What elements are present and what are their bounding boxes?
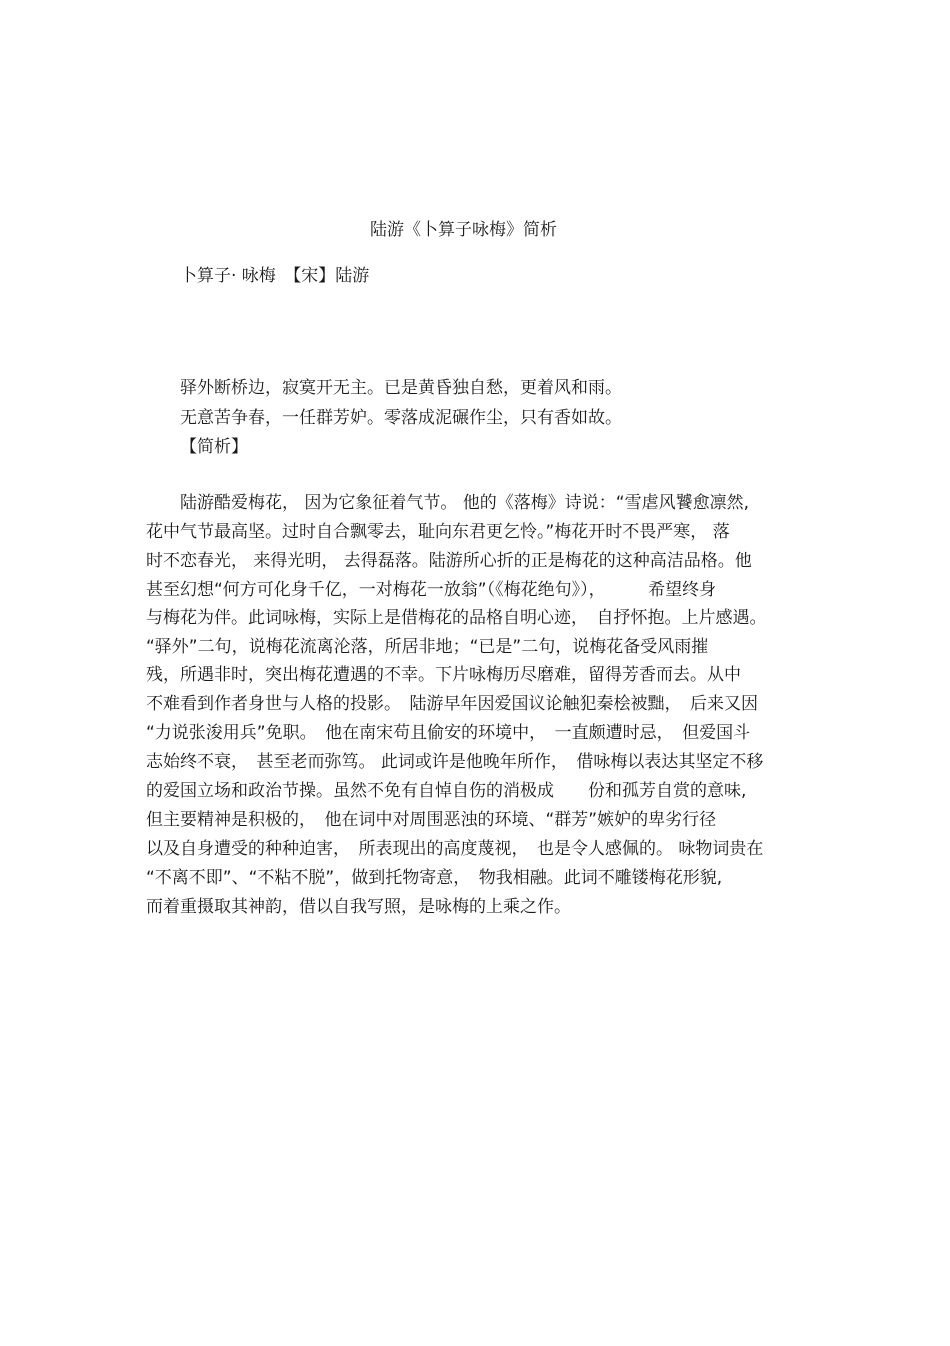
poem-subtitle: 卜算子· 咏梅 【宋】陆游 [180, 266, 370, 286]
analysis-heading: 【简析】 [180, 437, 248, 457]
analysis-line: 而着重摄取其神韵，借以自我写照，是咏梅的上乘之作。 [146, 897, 571, 917]
analysis-line: “不离不即”、“不粘不脱”，做到托物寄意， 物我相融。此词不雕镂梅花形貌, [146, 868, 723, 888]
analysis-line: “驿外”二句，说梅花流离沦落，所居非地；“已是”二句，说梅花备受风雨摧 [146, 637, 709, 657]
poem-line: 无意苦争春，一任群芳妒。零落成泥碾作尘，只有香如故。 [180, 408, 622, 428]
analysis-line: 时不恋春光， 来得光明， 去得磊落。陆游所心折的正是梅花的这种高洁品格。他 [146, 551, 752, 571]
analysis-line: 与梅花为伴。此词咏梅，实际上是借梅花的品格自明心迹， 自抒怀抱。上片感遇。 [146, 608, 767, 628]
analysis-line: 陆游酷爱梅花， 因为它象征着气节。 他的《落梅》诗说：“雪虐风饕愈凛然, [146, 493, 750, 513]
page-title: 陆游《卜算子咏梅》简析 [370, 220, 557, 240]
analysis-line: 的爱国立场和政治节操。虽然不免有自悼自伤的消极成 份和孤芳自赏的意味, [146, 781, 747, 801]
analysis-line: “力说张浚用兵”免职。 他在南宋苟且偷安的环境中， 一直颇遭时忌， 但爱国斗 [146, 723, 751, 743]
poem-line: 驿外断桥边，寂寞开无主。已是黄昏独自愁，更着风和雨。 [180, 378, 622, 398]
analysis-line: 但主要精神是积极的， 他在词中对周围恶浊的环境、“群芳”嫉妒的卑劣行径 [146, 810, 717, 830]
analysis-line: 残，所遇非时，突出梅花遭遇的不幸。下片咏梅历尽磨难，留得芳香而去。从中 [146, 665, 741, 685]
analysis-line: 志始终不衰， 甚至老而弥笃。 此词或许是他晚年所作， 借咏梅以表达其坚定不移 [146, 752, 764, 772]
analysis-line: 甚至幻想“何方可化身千亿，一对梅花一放翁”（《梅花绝句》）， 希望终身 [146, 580, 717, 600]
analysis-line: 花中气节最高坚。过时自合飘零去，耻向东君更乞怜。”梅花开时不畏严寒， 落 [146, 522, 730, 542]
analysis-line: 不难看到作者身世与人格的投影。 陆游早年因爱国议论触犯秦桧被黜， 后来又因 [146, 694, 758, 714]
analysis-line: 以及自身遭受的种种迫害， 所表现出的高度蔑视， 也是令人感佩的。 咏物词贵在 [146, 839, 764, 859]
